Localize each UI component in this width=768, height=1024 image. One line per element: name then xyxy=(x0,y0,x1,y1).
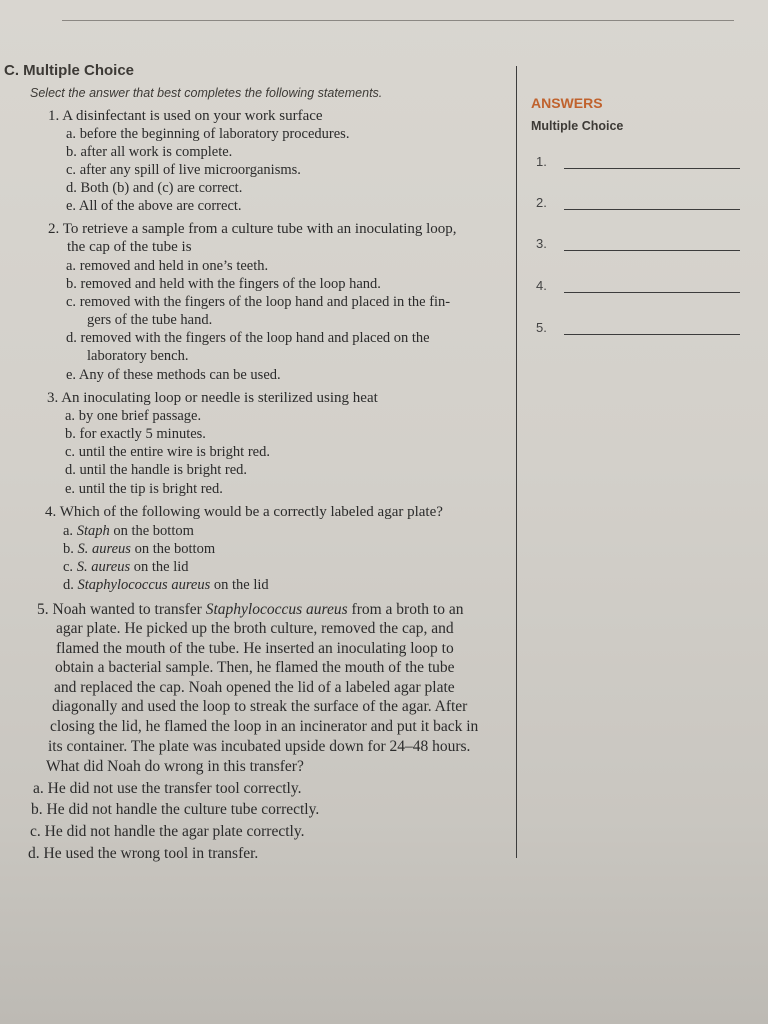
question-3-option-b: b. for exactly 5 minutes. xyxy=(65,426,206,442)
answer-blank-5[interactable] xyxy=(564,334,740,335)
question-4-stem: 4. Which of the following would be a correctly labeled agar plate? xyxy=(45,504,443,520)
answer-number: 4. xyxy=(536,278,547,293)
question-2-option-b: b. removed and held with the fingers of the loop hand. xyxy=(66,276,381,292)
question-1-option-a: a. before the beginning of laboratory procedures. xyxy=(66,126,350,142)
answer-number: 5. xyxy=(536,320,547,335)
question-5-stem-line-9: What did Noah do wrong in this transfer? xyxy=(46,758,304,775)
question-2-option-c: c. removed with the fingers of the loop hand and placed in the fin- xyxy=(66,294,451,310)
question-1-stem: 1. A disinfectant is used on your work surface xyxy=(48,108,323,124)
answer-blank-1[interactable] xyxy=(564,168,740,169)
answers-title: ANSWERS xyxy=(531,95,603,111)
question-5-option-b: b. He did not handle the culture tube correctly. xyxy=(31,801,320,818)
answer-blank-4[interactable] xyxy=(564,292,740,293)
answer-row-5 xyxy=(536,320,746,340)
question-5-stem-line-7: closing the lid, he flamed the loop in an incinerator and put it back in xyxy=(50,718,479,735)
answer-number: 2. xyxy=(536,195,547,210)
section-title-text: Multiple Choice xyxy=(23,62,135,79)
question-4-option-a: a. Staph on the bottom xyxy=(63,523,194,539)
instructions: Select the answer that best completes the following statements. xyxy=(30,86,383,100)
question-3-option-e: e. until the tip is bright red. xyxy=(65,481,223,497)
question-5-option-c: c. He did not handle the agar plate correctly. xyxy=(30,823,305,840)
question-3-option-a: a. by one brief passage. xyxy=(65,408,202,424)
answer-number: 1. xyxy=(536,154,547,169)
question-4-option-d: d. Staphylococcus aureus on the lid xyxy=(63,577,269,593)
column-divider xyxy=(516,66,517,858)
answer-blank-2[interactable] xyxy=(564,209,740,210)
question-5-option-a: a. He did not use the transfer tool correctly. xyxy=(33,780,302,797)
question-2-option-d-cont: laboratory bench. xyxy=(87,348,189,364)
question-5-stem-line-3: flamed the mouth of the tube. He inserted an inoculating loop to xyxy=(56,640,454,657)
question-2-option-c-cont: gers of the tube hand. xyxy=(87,312,213,328)
question-1-option-c: c. after any spill of live microorganisms. xyxy=(66,162,301,178)
question-4-option-c: c. S. aureus on the lid xyxy=(63,559,189,575)
answer-row-3 xyxy=(536,236,746,256)
question-3-option-d: d. until the handle is bright red. xyxy=(65,462,248,478)
question-5-stem-line-2: agar plate. He picked up the broth culture, removed the cap, and xyxy=(56,620,454,637)
question-2-option-d: d. removed with the fingers of the loop hand and placed on the xyxy=(66,330,430,346)
answer-row-4 xyxy=(536,278,746,298)
question-5-stem-line-4: obtain a bacterial sample. Then, he flamed the mouth of the tube xyxy=(55,659,455,676)
question-1-option-b: b. after all work is complete. xyxy=(66,144,233,160)
question-3-option-c: c. until the entire wire is bright red. xyxy=(65,444,270,460)
section-title xyxy=(4,62,134,79)
question-2-option-e: e. Any of these methods can be used. xyxy=(66,367,281,383)
question-1-option-d: d. Both (b) and (c) are correct. xyxy=(66,180,243,196)
section-letter: C. xyxy=(4,62,19,79)
top-rule xyxy=(62,20,734,21)
question-4-option-b: b. S. aureus on the bottom xyxy=(63,541,216,557)
answer-blank-3[interactable] xyxy=(564,250,740,251)
question-5-stem-line-8: its container. The plate was incubated upside down for 24–48 hours. xyxy=(48,738,471,755)
question-2-stem: 2. To retrieve a sample from a culture tube with an inoculating loop, xyxy=(48,221,457,237)
question-5-option-d: d. He used the wrong tool in transfer. xyxy=(28,845,259,862)
answers-subtitle: Multiple Choice xyxy=(531,119,624,133)
answer-row-2 xyxy=(536,195,746,215)
question-3-stem: 3. An inoculating loop or needle is sterilized using heat xyxy=(47,390,378,406)
question-5-stem: 5. Noah wanted to transfer Staphylococcus aureus from a broth to an xyxy=(37,601,464,618)
answer-row-1 xyxy=(536,154,746,174)
question-2-stem-cont: the cap of the tube is xyxy=(67,239,192,255)
question-1-option-e: e. All of the above are correct. xyxy=(66,198,242,214)
answer-number: 3. xyxy=(536,236,547,251)
question-2-option-a: a. removed and held in one’s teeth. xyxy=(66,258,269,274)
question-5-stem-line-6: diagonally and used the loop to streak the surface of the agar. After xyxy=(52,698,468,715)
question-5-stem-line-5: and replaced the cap. Noah opened the lid of a labeled agar plate xyxy=(54,679,455,696)
